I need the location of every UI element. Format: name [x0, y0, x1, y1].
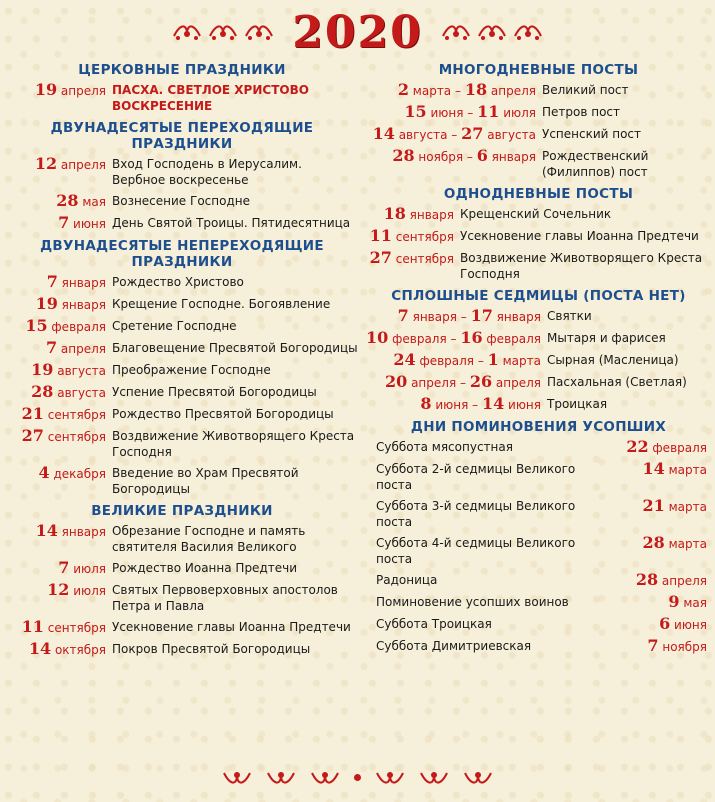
- range-start-day: 7: [397, 306, 409, 325]
- section-title-great: ВЕЛИКИЕ ПРАЗДНИКИ: [91, 503, 273, 519]
- item-day: 6: [659, 614, 671, 633]
- section-title-one-day-fasts: ОДНОДНЕВНЫЕ ПОСТЫ: [443, 186, 634, 202]
- floral-ornament-icon: [222, 767, 252, 787]
- item-day: 28: [642, 533, 665, 552]
- item-month: октября: [54, 643, 106, 657]
- item-name: Поминовение усопших воинов: [376, 595, 569, 609]
- range-end-month: января: [496, 310, 541, 324]
- list-item: [366, 535, 711, 567]
- easter-row: [6, 82, 358, 114]
- floral-ornament-icon: [266, 767, 296, 787]
- ornament-right: [441, 22, 543, 42]
- floral-ornament-icon: [172, 22, 202, 42]
- one-day-fasts-list: [366, 206, 711, 282]
- weeks-list: [366, 308, 711, 413]
- ornament-left: [172, 22, 274, 42]
- floral-ornament-icon: [441, 22, 471, 42]
- item-name: Суббота мясопустная: [376, 440, 513, 454]
- item-month: декабря: [53, 467, 106, 481]
- range-end-day: 17: [470, 306, 493, 325]
- range-start-day: 2: [397, 80, 409, 99]
- item-month: апреля: [661, 574, 707, 588]
- item-month: июня: [73, 217, 106, 231]
- item-day: 28: [31, 382, 54, 401]
- item-name: Троицкая: [547, 397, 608, 411]
- range-start-day: 8: [420, 394, 432, 413]
- floral-ornament-icon: [419, 767, 449, 787]
- list-item: [6, 362, 358, 379]
- item-month: апреля: [60, 342, 106, 356]
- range-start-day: 28: [392, 146, 415, 165]
- range-end-month: апреля: [495, 376, 541, 390]
- item-name: Рождество Иоанна Предтечи: [112, 561, 297, 575]
- item-date: [596, 572, 711, 589]
- item-date: [6, 296, 112, 313]
- section-title-church: ЦЕРКОВНЫЕ ПРАЗДНИКИ: [78, 62, 286, 78]
- item-date: [596, 616, 711, 633]
- item-date: [6, 465, 112, 482]
- list-item: [6, 274, 358, 291]
- footer-ornament: [0, 762, 715, 792]
- item-date: [6, 641, 112, 658]
- item-day: 14: [28, 639, 52, 658]
- list-item: [6, 406, 358, 423]
- list-item: [6, 318, 358, 335]
- item-name: Преображение Господне: [112, 363, 271, 377]
- list-item: [366, 594, 711, 611]
- list-item: [366, 572, 711, 589]
- section-title-multi-fasts: МНОГОДНЕВНЫЕ ПОСТЫ: [438, 62, 639, 78]
- range-end-day: 14: [481, 394, 505, 413]
- item-name: Рождество Христово: [112, 275, 244, 289]
- item-date-range: 24 февраля – 1 марта: [393, 350, 541, 369]
- list-item: [366, 330, 711, 347]
- range-start-month: марта: [412, 84, 452, 98]
- item-day: 7: [46, 272, 58, 291]
- item-date-range: 15 июня – 11 июля: [404, 102, 536, 121]
- item-month: июля: [73, 584, 106, 598]
- list-item: [6, 296, 358, 313]
- item-month: сентября: [47, 430, 106, 444]
- range-end-day: 27: [461, 124, 484, 143]
- header: [0, 6, 715, 58]
- floral-ornament-icon: [463, 767, 493, 787]
- item-name: Успенский пост: [542, 127, 642, 141]
- range-start-month: ноября: [418, 150, 464, 164]
- item-date: [6, 384, 112, 401]
- list-item: [366, 374, 711, 391]
- item-name: Пасхальная (Светлая): [547, 375, 687, 389]
- item-name: Успение Пресвятой Богородицы: [112, 385, 317, 399]
- easter-month: апреля: [60, 84, 106, 98]
- item-date: [6, 582, 112, 599]
- range-start-day: 10: [366, 328, 389, 347]
- multi-fasts-list: [366, 82, 711, 180]
- item-month: сентября: [47, 621, 106, 635]
- item-day: 9: [668, 592, 680, 611]
- list-item: [6, 215, 358, 232]
- item-month: августа: [57, 386, 106, 400]
- floral-ornament-icon: [208, 22, 238, 42]
- section-title-memorial: ДНИ ПОМИНОВЕНИЯ УСОПШИХ: [410, 419, 667, 435]
- list-item: [6, 384, 358, 401]
- list-item: [366, 461, 711, 493]
- item-month: марта: [668, 463, 707, 477]
- range-end-month: января: [491, 150, 536, 164]
- item-date-range: 28 ноября – 6 января: [392, 146, 536, 165]
- list-item: [366, 396, 711, 413]
- item-name: Усекновение главы Иоанна Предтечи: [460, 229, 699, 243]
- list-item: [366, 206, 711, 223]
- range-start-day: 20: [384, 372, 408, 391]
- item-month: марта: [668, 537, 707, 551]
- item-day: 15: [25, 316, 48, 335]
- range-start-month: января: [412, 310, 457, 324]
- item-day: 7: [58, 213, 70, 232]
- range-end-month: февраля: [486, 332, 541, 346]
- list-item: [366, 148, 711, 180]
- item-name: Благовещение Пресвятой Богородицы: [112, 341, 358, 355]
- item-day: 14: [642, 459, 665, 478]
- item-month: февраля: [51, 320, 106, 334]
- item-name: Суббота Димитриевская: [376, 639, 532, 653]
- item-name: Святки: [547, 309, 592, 323]
- item-month: января: [61, 276, 106, 290]
- range-end-day: 6: [476, 146, 488, 165]
- item-day: 4: [38, 463, 50, 482]
- range-end-day: 1: [487, 350, 499, 369]
- item-name: Сретение Господне: [112, 319, 237, 333]
- list-item: [6, 428, 358, 460]
- list-item: [366, 308, 711, 325]
- range-end-month: апреля: [490, 84, 536, 98]
- list-item: [6, 193, 358, 210]
- item-name: Мытаря и фарисея: [547, 331, 666, 345]
- item-name: Суббота Троицкая: [376, 617, 492, 631]
- item-day: 22: [626, 437, 649, 456]
- item-name: Суббота 2-й седмицы Великого поста: [376, 462, 576, 492]
- item-day: 21: [642, 496, 665, 515]
- range-start-month: апреля: [411, 376, 457, 390]
- range-end-month: марта: [502, 354, 541, 368]
- range-end-day: 11: [477, 102, 500, 121]
- easter-name: ПАСХА. СВЕТЛОЕ ХРИСТОВО ВОСКРЕСЕНИЕ: [112, 83, 309, 113]
- item-date: [6, 318, 112, 335]
- easter-day: 19: [34, 80, 58, 99]
- item-date: [366, 206, 460, 223]
- item-date: [6, 523, 112, 540]
- item-month: сентября: [395, 252, 454, 266]
- item-date: [596, 638, 711, 655]
- item-day: 12: [47, 580, 70, 599]
- item-date: [6, 215, 112, 232]
- item-name: Воздвижение Животворящего Креста Господня: [112, 429, 355, 459]
- item-day: 7: [647, 636, 659, 655]
- item-day: 27: [21, 426, 44, 445]
- item-name: Крещение Господне. Богоявление: [112, 297, 331, 311]
- item-date-range: 20 апреля – 26 апреля: [384, 372, 541, 391]
- item-name: Петров пост: [542, 105, 621, 119]
- item-date: [6, 406, 112, 423]
- list-item: [366, 228, 711, 245]
- range-end-day: 26: [469, 372, 493, 391]
- item-day: 19: [35, 294, 58, 313]
- item-day: 7: [58, 558, 70, 577]
- item-date: [6, 340, 112, 357]
- list-item: [6, 641, 358, 658]
- range-start-month: февраля: [419, 354, 475, 368]
- item-name: Рождественский (Филиппов) пост: [542, 149, 649, 179]
- item-name: Великий пост: [542, 83, 629, 97]
- range-end-month: июня: [508, 398, 541, 412]
- center-dot: [354, 774, 361, 781]
- item-month: января: [61, 525, 106, 539]
- list-item: [366, 638, 711, 655]
- item-day: 21: [21, 404, 44, 423]
- item-date-range: 8 июня – 14 июня: [420, 394, 541, 413]
- item-date-range: 14 августа – 27 августа: [372, 124, 536, 143]
- item-date-range: 10 февраля – 16 февраля: [366, 328, 541, 347]
- range-start-month: июня: [435, 398, 469, 412]
- item-name: Воздвижение Животворящего Креста Господня: [460, 251, 703, 281]
- item-month: августа: [57, 364, 106, 378]
- item-day: 11: [21, 617, 44, 636]
- item-day: 28: [635, 570, 659, 589]
- section-title-weeks: СПЛОШНЫЕ СЕДМИЦЫ (ПОСТА НЕТ): [391, 288, 686, 304]
- item-month: июля: [73, 562, 106, 576]
- item-month: сентября: [47, 408, 106, 422]
- range-end-month: августа: [487, 128, 536, 142]
- item-name: Усекновение главы Иоанна Предтечи: [112, 620, 351, 634]
- item-date: [596, 535, 711, 552]
- item-date-range: 2 марта – 18 апреля: [397, 80, 536, 99]
- list-item: [366, 439, 711, 456]
- item-day: 28: [56, 191, 79, 210]
- list-item: [366, 104, 711, 121]
- item-date: [366, 250, 460, 267]
- item-date: [596, 594, 711, 611]
- page-title: 2020: [292, 6, 423, 58]
- item-day: 14: [35, 521, 58, 540]
- floral-ornament-icon: [375, 767, 405, 787]
- list-item: [366, 250, 711, 282]
- range-start-day: 15: [404, 102, 427, 121]
- list-item: [366, 126, 711, 143]
- item-date: [6, 274, 112, 291]
- range-start-day: 24: [393, 350, 416, 369]
- item-day: 27: [369, 248, 392, 267]
- item-name: Рождество Пресвятой Богородицы: [112, 407, 334, 421]
- item-name: Обрезание Господне и память святителя Василия Великого: [112, 524, 306, 554]
- list-item: [366, 82, 711, 99]
- list-item: [366, 352, 711, 369]
- item-day: 19: [31, 360, 54, 379]
- item-date: [596, 439, 711, 456]
- item-name: Вход Господень в Иерусалим. Вербное воскресенье: [112, 157, 302, 187]
- list-item: [6, 465, 358, 497]
- item-month: мая: [683, 596, 707, 610]
- list-item: [6, 582, 358, 614]
- item-name: Вознесение Господне: [112, 194, 250, 208]
- range-start-day: 14: [372, 124, 395, 143]
- section-title-movable: ДВУНАДЕСЯТЫЕ ПЕРЕХОДЯЩИЕ ПРАЗДНИКИ: [50, 120, 314, 152]
- item-month: января: [409, 208, 454, 222]
- item-month: мая: [82, 195, 106, 209]
- item-date: [596, 461, 711, 478]
- item-month: января: [61, 298, 106, 312]
- item-date: [6, 619, 112, 636]
- great-list: [6, 523, 358, 658]
- item-date: [6, 560, 112, 577]
- range-end-day: 18: [464, 80, 488, 99]
- item-name: Покров Пресвятой Богородицы: [112, 642, 311, 656]
- movable-list: [6, 156, 358, 232]
- item-name: Радоница: [376, 573, 438, 587]
- item-day: 18: [383, 204, 406, 223]
- list-item: [6, 340, 358, 357]
- right-column: [366, 56, 711, 660]
- easter-date: [6, 82, 112, 99]
- floral-ornament-icon: [310, 767, 340, 787]
- item-day: 12: [34, 154, 58, 173]
- item-date: [6, 156, 112, 173]
- range-end-day: 16: [460, 328, 483, 347]
- item-month: сентября: [395, 230, 454, 244]
- item-month: июня: [674, 618, 707, 632]
- item-date-range: 7 января – 17 января: [397, 306, 541, 325]
- item-date: [366, 228, 460, 245]
- item-name: Святых Первоверховных апостолов Петра и Павла: [112, 583, 338, 613]
- item-date: [6, 362, 112, 379]
- item-day: 11: [369, 226, 392, 245]
- item-name: Крещенский Сочельник: [460, 207, 612, 221]
- list-item: [6, 156, 358, 188]
- list-item: [6, 523, 358, 555]
- item-date: [6, 428, 112, 445]
- list-item: [366, 616, 711, 633]
- floral-ornament-icon: [477, 22, 507, 42]
- item-month: февраля: [652, 441, 707, 455]
- floral-ornament-icon: [513, 22, 543, 42]
- item-name: Сырная (Масленица): [547, 353, 679, 367]
- item-name: Суббота 4-й седмицы Великого поста: [376, 536, 576, 566]
- fixed-list: [6, 274, 358, 497]
- range-end-month: июля: [503, 106, 536, 120]
- range-start-month: июня: [430, 106, 464, 120]
- item-day: 7: [45, 338, 58, 357]
- memorial-list: [366, 439, 711, 655]
- item-name: Введение во Храм Пресвятой Богородицы: [112, 466, 299, 496]
- list-item: [366, 498, 711, 530]
- list-item: [6, 619, 358, 636]
- item-date: [596, 498, 711, 515]
- item-month: апреля: [60, 158, 106, 172]
- item-month: марта: [668, 500, 707, 514]
- item-name: День Святой Троицы. Пятидесятница: [112, 216, 351, 230]
- left-column: [6, 56, 358, 663]
- range-start-month: февраля: [392, 332, 447, 346]
- list-item: [6, 560, 358, 577]
- floral-ornament-icon: [244, 22, 274, 42]
- item-name: Суббота 3-й седмицы Великого поста: [376, 499, 576, 529]
- item-month: ноября: [662, 640, 707, 654]
- item-date: [6, 193, 112, 210]
- range-start-month: августа: [398, 128, 448, 142]
- section-title-fixed: ДВУНАДЕСЯТЫЕ НЕПЕРЕХОДЯЩИЕ ПРАЗДНИКИ: [40, 238, 324, 270]
